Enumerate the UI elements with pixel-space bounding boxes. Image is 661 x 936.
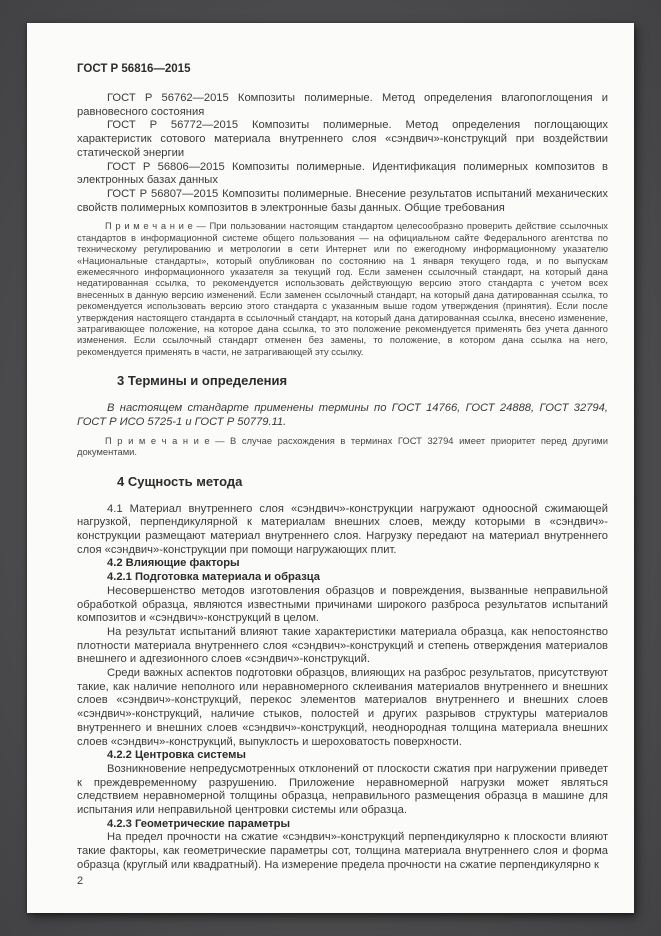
paragraph-4-2-1-b: На результат испытаний влияют такие характеристики материала образца, как непостоянство плотности материала внутреннего слоя «сэндвич»-конструкций и степень отверждения материалов внешнего и адгезионного слоев «сэндвич»-конструкций. [77, 625, 608, 666]
reference-paragraph-2: ГОСТ Р 56772—2015 Композиты полимерные. Метод определения поглощающих характеристик сотового материала внутреннего слоя «сэндвич»-конструкций при воздействии статической энергии [77, 119, 608, 159]
references-note: П р и м е ч а н и е — При пользовании настоящим стандартом целесообразно проверить действие ссылочных стандартов в информационной системе общего пользования — на официальном сайте Федерального агентства по техническому регулированию и метрологии в сети Интернет или по ежегодному информационному указателю «Национальные стандарты», который опубликован по состоянию на 1 января текущего года, и по выпускам ежемесячного информационного указателя за текущий год. Если заменен ссылочный стандарт, на который дана недатированная ссылка, то рекомендуется использовать действующую версию этого стандарта с учетом всех внесенных в данную версию изменений. Если заменен ссылочный стандарт, на который дана датированная ссылка, то рекомендуется использовать версию этого стандарта с указанным выше годом утверждения (принятия). Если после утверждения настоящего стандарта в ссылочный стандарт, на который дана датированная ссылка, внесено изменение, затрагивающее положение, на которое дана ссылка, то это положение рекомендуется применять без учета данного изменения. Если ссылочный стандарт отменен без замены, то положение, в котором дана ссылка на него, рекомендуется применять в части, не затрагивающей эту ссылку. [77, 220, 608, 357]
section-3-heading: 3 Термины и определения [117, 373, 288, 389]
reference-paragraph-3: ГОСТ Р 56806—2015 Композиты полимерные. Идентификация полимерных композитов в электронных базах данных [77, 160, 608, 187]
section-3-body: В настоящем стандарте применены термины по ГОСТ 14766, ГОСТ 24888, ГОСТ 32794, ГОСТ Р ИСО 5725-1 и ГОСТ Р 50779.11. [77, 402, 608, 428]
paragraph-4-2-1-a: Несовершенство методов изготовления образцов и повреждения, вызванные неправильной обработкой образца, являются известными причинами широкого разброса результатов испытаний композитов и «сэндвич»-конструкций в целом. [77, 584, 608, 625]
section-4-heading: 4 Сущность метода [117, 473, 243, 489]
reference-paragraph-4: ГОСТ Р 56807—2015 Композиты полимерные. Внесение результатов испытаний механических свойств полимерных композитов в электронные базы данных. Общие требования [77, 187, 608, 214]
paragraph-4-2-1-c: Среди важных аспектов подготовки образцов, влияющих на разброс результатов, присутствуют такие, как наличие неполного или неравномерного склеивания материалов внутреннего и внешних слоев «сэндвич»-конструкций, перекос элементов материалов внутреннего и внешних слоев «сэндвич»-конструкций, наличие стыков, полостей и других разрывов структуры материалов внутреннего и внешних слоев «сэндвич»-конструкций, неоднородная толщина материала внешних слоев «сэндвич»-конструкций, выпуклость и шероховатость поверхности. [77, 667, 608, 748]
subsection-4-2-heading: 4.2 Влияющие факторы [107, 557, 240, 570]
page-number: 2 [77, 875, 84, 887]
document-page [27, 23, 634, 913]
subsection-4-2-2-heading: 4.2.2 Центровка системы [107, 749, 246, 762]
paragraph-4-1: 4.1 Материал внутреннего слоя «сэндвич»-конструкции нагружают одноосной сжимающей нагрузкой, перпендикулярной к материалам внешних слоев, между которыми в «сэндвич»-конструкции размещают материал внутреннего слоя. Нагрузку передают на материал внутреннего слоя «сэндвич»-конструкции при помощи нагружающих плит. [77, 502, 608, 556]
paragraph-4-2-3: На предел прочности на сжатие «сэндвич»-конструкций перпендикулярно к плоскости влияют такие факторы, как геометрические параметры сот, толщина материала внутреннего слоя и форма образца (круглый или квадратный). На измерение предела прочности на сжатие перпендикулярно к [77, 831, 608, 871]
subsection-4-2-3-heading: 4.2.3 Геометрические параметры [107, 817, 291, 830]
running-header: ГОСТ Р 56816—2015 [77, 63, 191, 75]
reference-paragraph-1: ГОСТ Р 56762—2015 Композиты полимерные. Метод определения влагопоглощения и равновесного состояния [77, 92, 608, 118]
paragraph-4-2-2: Возникновение непредусмотренных отклонений от плоскости сжатия при нагружении приведет к преждевременному разрушению. Приложение неравномерной нагрузки может являться следствием неравномерной толщины образца, неправильного размещения образца в машине для испытания или неправильной центровки системы или образца. [77, 762, 608, 817]
section-3-note: П р и м е ч а н и е — В случае расхождения в терминах ГОСТ 32794 имеет приоритет перед другими документами. [77, 434, 608, 458]
subsection-4-2-1-heading: 4.2.1 Подготовка материала и образца [107, 571, 320, 584]
